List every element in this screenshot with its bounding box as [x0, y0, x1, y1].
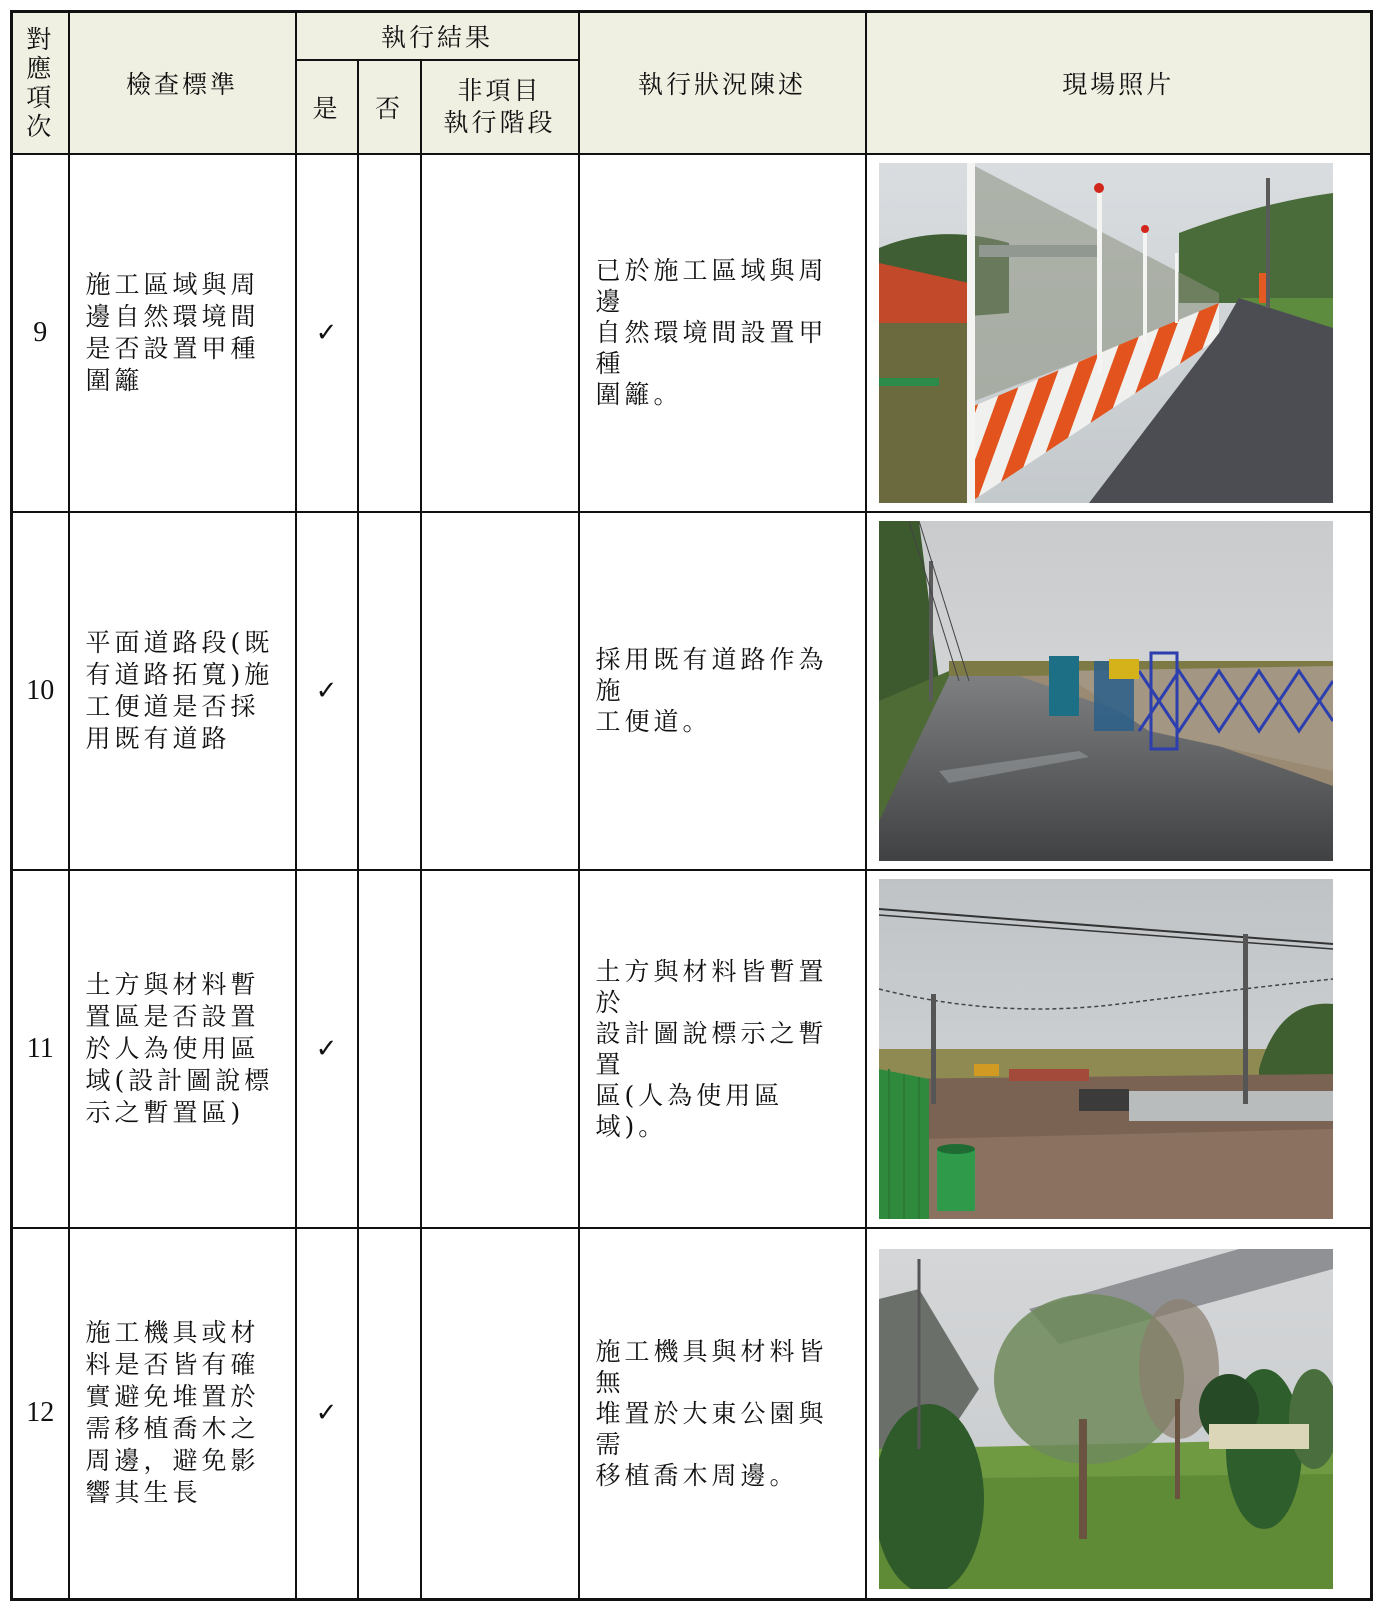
check-no	[358, 870, 421, 1228]
header-index: 對 應 項 次	[12, 12, 69, 154]
storage-area-photo-icon	[879, 879, 1333, 1219]
header-row-1	[12, 12, 1372, 60]
header-result: 執行結果	[296, 12, 579, 60]
photo-cell	[866, 154, 1372, 512]
header-yes: 是	[296, 60, 358, 154]
row-criteria: 土方與材料暫 置區是否設置 於人為使用區 域(設計圖說標 示之暫置區)	[69, 870, 296, 1228]
inspection-table	[10, 10, 1373, 1601]
row-criteria: 施工區域與周 邊自然環境間 是否設置甲種 圍籬	[69, 154, 296, 512]
wet-road-photo-icon	[879, 521, 1333, 861]
check-na	[421, 870, 579, 1228]
table-row	[12, 154, 1372, 512]
table-row	[12, 1228, 1372, 1600]
check-no	[358, 512, 421, 870]
row-index: 12	[12, 1228, 69, 1600]
photo-cell	[866, 512, 1372, 870]
row-index: 10	[12, 512, 69, 870]
row-description: 土方與材料皆暫置於 設計圖說標示之暫置 區(人為使用區域)。	[579, 870, 866, 1228]
row-description: 已於施工區域與周邊 自然環境間設置甲種 圍籬。	[579, 154, 866, 512]
row-criteria: 施工機具或材 料是否皆有確 實避免堆置於 需移植喬木之 周邊，避免影 響其生長	[69, 1228, 296, 1600]
row-criteria: 平面道路段(既 有道路拓寬)施 工便道是否採 用既有道路	[69, 512, 296, 870]
check-yes: ✓	[296, 1228, 358, 1600]
header-na: 非項目 執行階段	[421, 60, 579, 154]
check-yes: ✓	[296, 870, 358, 1228]
check-yes: ✓	[296, 512, 358, 870]
photo-cell	[866, 1228, 1372, 1600]
photo-cell	[866, 870, 1372, 1228]
check-yes: ✓	[296, 154, 358, 512]
header-photo: 現場照片	[866, 12, 1372, 154]
row-description: 施工機具與材料皆無 堆置於大東公園與需 移植喬木周邊。	[579, 1228, 866, 1600]
header-criteria: 檢查標準	[69, 12, 296, 154]
header-no: 否	[358, 60, 421, 154]
park-trees-photo-icon	[879, 1249, 1333, 1589]
check-na	[421, 154, 579, 512]
fence-road-photo-icon	[879, 163, 1333, 503]
table-row	[12, 870, 1372, 1228]
check-no	[358, 1228, 421, 1600]
row-index: 9	[12, 154, 69, 512]
check-no	[358, 154, 421, 512]
row-description: 採用既有道路作為施 工便道。	[579, 512, 866, 870]
table-row	[12, 512, 1372, 870]
row-index: 11	[12, 870, 69, 1228]
check-na	[421, 1228, 579, 1600]
header-status: 執行狀況陳述	[579, 12, 866, 154]
check-na	[421, 512, 579, 870]
